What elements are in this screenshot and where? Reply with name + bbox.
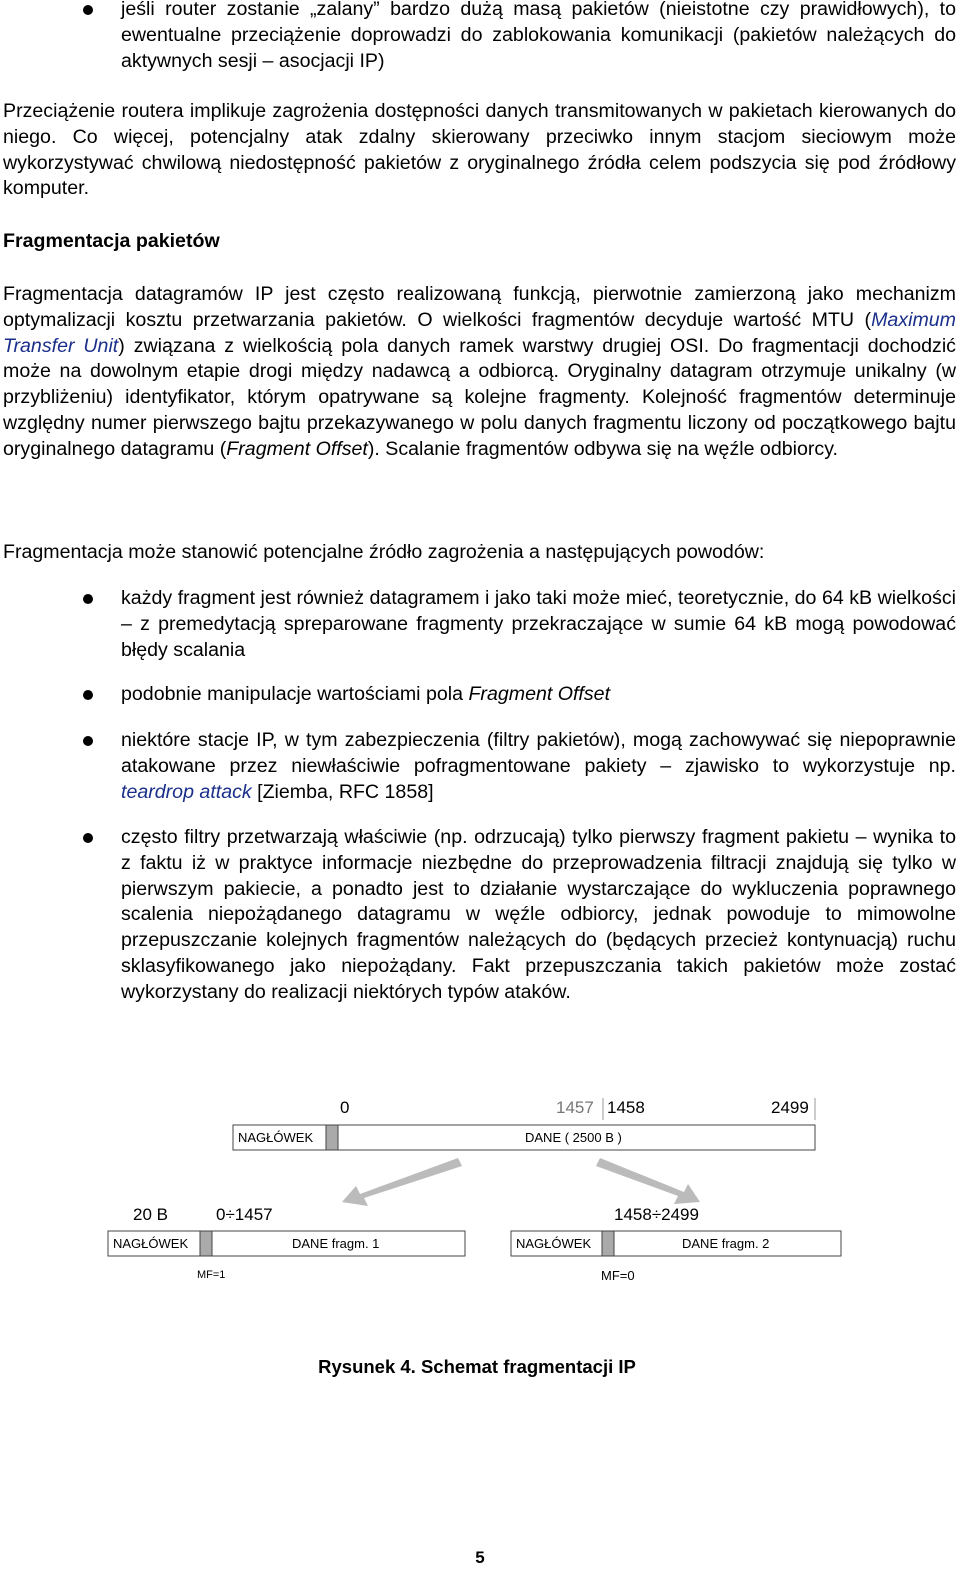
- orig-header-label: NAGŁÓWEK: [238, 1130, 314, 1145]
- bullet-dot-icon: [83, 736, 93, 746]
- teardrop-link[interactable]: teardrop attack: [121, 780, 252, 803]
- paragraph-fragmentation: Fragmentacja datagramów IP jest często realizowaną funkcją, pierwotnie zamierzoną jako mechanizm optymalizacji kosztu przetwarzania pakietów. O wielkości fragmentów decyduje wartość MTU (Maximum Transfer Unit) związana z wielkością pola danych ramek warstwy drugiej OSI. Do fragmentacji dochodzić może na dowolnym etapie drogi między nadawcą a odbiorcą. Oryginalny datagram otrzymuje unikalny (w przybliżeniu) identyfikator, którym opatrywane są kolejne fragmenty. Kolejność fragmentów determinuje względny numer pierwszego bajtu przekazywanego w polu danych fragmentu liczony od początkowego bajtu oryginalnego datagramu (Fragment Offset). Scalanie fragmentów odbywa się na węźle odbiorcy.: [3, 283, 956, 460]
- bullet-router-flood: jeśli router zostanie „zalany” bardzo dużą masą pakietów (nieistotne czy prawidłowych), to ewentualne przeciążenie doprowadzi do zablokowania komunikacji (pakietów należących do aktywnych sesji – asocjacji IP): [3, 0, 956, 74]
- frag1-header-shade: [200, 1231, 212, 1256]
- paragraph-threats-intro: Fragmentacja może stanowić potencjalne źródło zagrożenia a następujących powodów:: [3, 541, 765, 563]
- offset-label-1457: 1457: [556, 1098, 594, 1117]
- frag2-header-label: NAGŁÓWEK: [516, 1236, 592, 1251]
- arrow-left-icon: [342, 1158, 462, 1206]
- fragmentation-diagram: [0, 1090, 960, 1290]
- bullet-dot-icon: [83, 690, 93, 700]
- frag2-range: 1458÷2499: [614, 1205, 699, 1224]
- frag2-flag: MF=0: [601, 1268, 635, 1283]
- offset-label-1458: 1458: [607, 1098, 645, 1117]
- orig-packet-box: [233, 1125, 815, 1150]
- orig-header-shade: [326, 1125, 338, 1150]
- figure-caption: Rysunek 4. Schemat fragmentacji IP: [318, 1356, 636, 1377]
- bullet-64kb: każdy fragment jest również datagramem i jako taki może mieć, teoretycznie, do 64 kB wielkości – z premedytacją spreparowane fragmenty przekraczające w sumie 64 kB mogą powodować błędy scalania: [3, 586, 956, 663]
- bullet-dot-icon: [83, 5, 93, 15]
- frag1-header-size: 20 B: [133, 1205, 168, 1224]
- frag2-header-shade: [602, 1231, 614, 1256]
- frag1-data-label: DANE fragm. 1: [292, 1236, 380, 1251]
- fragment-offset-term: Fragment Offset: [226, 437, 368, 460]
- frag1-range: 0÷1457: [216, 1205, 273, 1224]
- bullet-teardrop: niektóre stacje IP, w tym zabezpieczenia (filtry pakietów), mogą zachowywać się niepoprawnie atakowane przez niewłaściwie pofragmentowane pakiety – zjawisko to wykorzystuje np. teardrop attack [Ziemba, RFC 1858]: [3, 728, 956, 805]
- paragraph-router-overload: Przeciążenie routera implikuje zagrożenia dostępności danych transmitowanych w pakietach kierowanych do niego. Co więcej, potencjalny atak zdalny skierowany przeciwko innym stacjom sieciowym może wykorzystywać chwilową niedostępność pakietów z oryginalnego źródła celem podszycia się pod źródłowy komputer.: [3, 100, 956, 200]
- bullet-fragment-offset: podobnie manipulacje wartościami pola Fragment Offset: [3, 682, 956, 708]
- frag1-header-label: NAGŁÓWEK: [113, 1236, 189, 1251]
- arrow-right-icon: [596, 1158, 700, 1204]
- frag1-flag: MF=1: [197, 1269, 226, 1281]
- mtu-term: Maximum Transfer Unit: [3, 308, 956, 357]
- page-number: 5: [475, 1548, 485, 1567]
- section-heading: Fragmentacja pakietów: [3, 230, 220, 252]
- bullet-dot-icon: [83, 594, 93, 604]
- frag2-data-label: DANE fragm. 2: [682, 1236, 770, 1251]
- offset-label-0: 0: [340, 1098, 350, 1117]
- orig-data-label: DANE ( 2500 B ): [525, 1130, 622, 1145]
- fragment-offset-term: Fragment Offset: [468, 683, 611, 705]
- offset-label-2499: 2499: [771, 1098, 809, 1117]
- bullet-dot-icon: [83, 833, 93, 843]
- bullet-filters: często filtry przetwarzają właściwie (np. odrzucają) tylko pierwszy fragment pakietu – wynika to z faktu iż w praktyce informacje niezbędne do przeprowadzenia filtracji znajdują się tylko w pierwszym pakiecie, a ponadto jest to działanie wystarczające do wykluczenia poprawnego scalenia niepożądanego datagramu w węźle odbiorcy, jednak powoduje to mimowolne przepuszczanie kolejnych fragmentów należących do (będących przecież kontynuacją) ruchu sklasyfikowanego jako niepożądany. Fakt przepuszczania takich pakietów może zostać wykorzystany do realizacji niektórych typów ataków.: [3, 825, 956, 1006]
